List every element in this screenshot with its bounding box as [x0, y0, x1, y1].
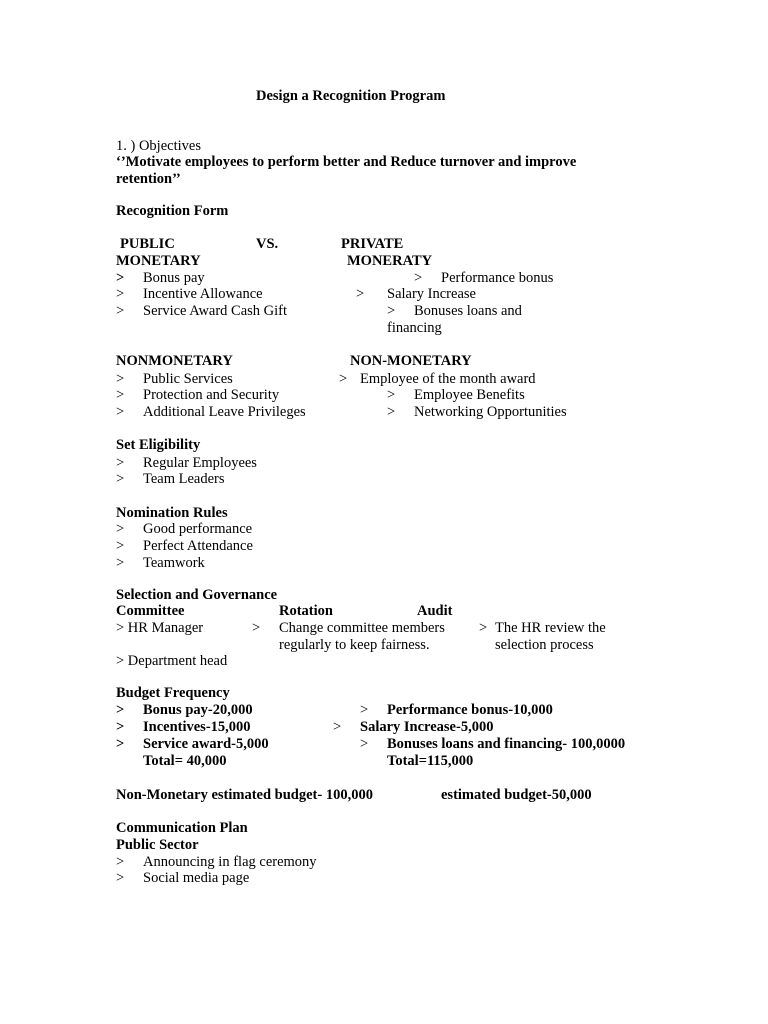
list-item: Incentives-15,000 — [143, 719, 251, 735]
audit-heading: Audit — [417, 603, 453, 619]
bullet-marker: > — [116, 286, 125, 302]
public-nonmonetary-heading: NONMONETARY — [116, 353, 233, 369]
list-item: Social media page — [143, 870, 250, 886]
bullet-marker: > — [116, 555, 125, 571]
bullet-marker: > — [387, 303, 396, 319]
bullet-marker: > — [387, 404, 396, 420]
list-item: Salary Increase — [387, 286, 476, 302]
objectives-text-line1: ‘’Motivate employees to perform better and Reduce turnover and improve — [116, 154, 577, 170]
list-item: Performance bonus-10,000 — [387, 702, 553, 718]
list-item: Bonuses loans and financing- 100,0000 — [387, 736, 626, 752]
list-item: Incentive Allowance — [143, 286, 263, 302]
bullet-marker: > — [116, 270, 125, 286]
private-monetary-heading: MONERATY — [347, 253, 433, 269]
vs-label: VS. — [256, 236, 279, 252]
public-budget-total: Total= 40,000 — [143, 753, 227, 769]
bullet-marker: > — [116, 521, 125, 537]
nomination-heading: Nomination Rules — [116, 505, 228, 521]
communication-subheading: Public Sector — [116, 837, 199, 853]
rotation-text-line1: Change committee members — [279, 620, 445, 636]
list-item: Performance bonus — [441, 270, 554, 286]
committee-heading: Committee — [116, 603, 185, 619]
bullet-marker: > — [339, 371, 348, 387]
list-item: Networking Opportunities — [414, 404, 567, 420]
objectives-heading: 1. ) Objectives — [116, 138, 201, 154]
list-item: Regular Employees — [143, 455, 257, 471]
list-item: Announcing in flag ceremony — [143, 854, 317, 870]
list-item: Bonus pay-20,000 — [143, 702, 253, 718]
bullet-marker: > — [360, 702, 369, 718]
nonmonetary-budget-estimate: Non-Monetary estimated budget- 100,000 — [116, 787, 373, 803]
bullet-marker: > — [116, 538, 125, 554]
audit-text-line2: selection process — [495, 637, 594, 653]
selection-heading: Selection and Governance — [116, 587, 278, 603]
bullet-marker: > — [116, 854, 125, 870]
list-item: > HR Manager — [116, 620, 204, 636]
list-item: Service award-5,000 — [143, 736, 269, 752]
bullet-marker: > — [116, 471, 125, 487]
list-item: Additional Leave Privileges — [143, 404, 306, 420]
list-item: Public Services — [143, 371, 233, 387]
bullet-marker: > — [333, 719, 342, 735]
list-item: Employee of the month award — [360, 371, 536, 387]
bullet-marker: > — [360, 736, 369, 752]
list-item: Bonuses loans and — [414, 303, 522, 319]
bullet-marker: > — [116, 702, 125, 718]
rotation-text-line2: regularly to keep fairness. — [279, 637, 430, 653]
bullet-marker: > — [116, 870, 125, 886]
list-item: Salary Increase-5,000 — [360, 719, 494, 735]
list-item: Good performance — [143, 521, 253, 537]
public-monetary-heading: MONETARY — [116, 253, 201, 269]
recognition-form-heading: Recognition Form — [116, 203, 229, 219]
audit-text-line1: The HR review the — [495, 620, 606, 636]
bullet-marker: > — [116, 404, 125, 420]
public-label: PUBLIC — [120, 236, 175, 252]
private-label: PRIVATE — [341, 236, 404, 252]
bullet-marker: > — [414, 270, 423, 286]
eligibility-heading: Set Eligibility — [116, 437, 201, 453]
list-item: Teamwork — [143, 555, 205, 571]
budget-heading: Budget Frequency — [116, 685, 230, 701]
list-item: Perfect Attendance — [143, 538, 253, 554]
list-item: Employee Benefits — [414, 387, 525, 403]
page-title: Design a Recognition Program — [256, 88, 446, 104]
bullet-marker: > — [387, 387, 396, 403]
bullet-marker: > — [116, 371, 125, 387]
list-item: Protection and Security — [143, 387, 280, 403]
list-item: Team Leaders — [143, 471, 225, 487]
communication-heading: Communication Plan — [116, 820, 248, 836]
bullet-marker: > — [116, 719, 125, 735]
bullet-marker: > — [479, 620, 488, 636]
bullet-marker: > — [252, 620, 261, 636]
list-item: Service Award Cash Gift — [143, 303, 288, 319]
list-item-continuation: financing — [387, 320, 442, 336]
bullet-marker: > — [356, 286, 365, 302]
budget-estimate: estimated budget-50,000 — [441, 787, 592, 803]
objectives-text-line2: retention’’ — [116, 171, 181, 187]
bullet-marker: > — [116, 455, 125, 471]
bullet-marker: > — [116, 387, 125, 403]
bullet-marker: > — [116, 736, 125, 752]
private-nonmonetary-heading: NON-MONETARY — [350, 353, 472, 369]
private-budget-total: Total=115,000 — [387, 753, 474, 769]
list-item: > Department head — [116, 653, 228, 669]
list-item: Bonus pay — [143, 270, 205, 286]
rotation-heading: Rotation — [279, 603, 333, 619]
bullet-marker: > — [116, 303, 125, 319]
